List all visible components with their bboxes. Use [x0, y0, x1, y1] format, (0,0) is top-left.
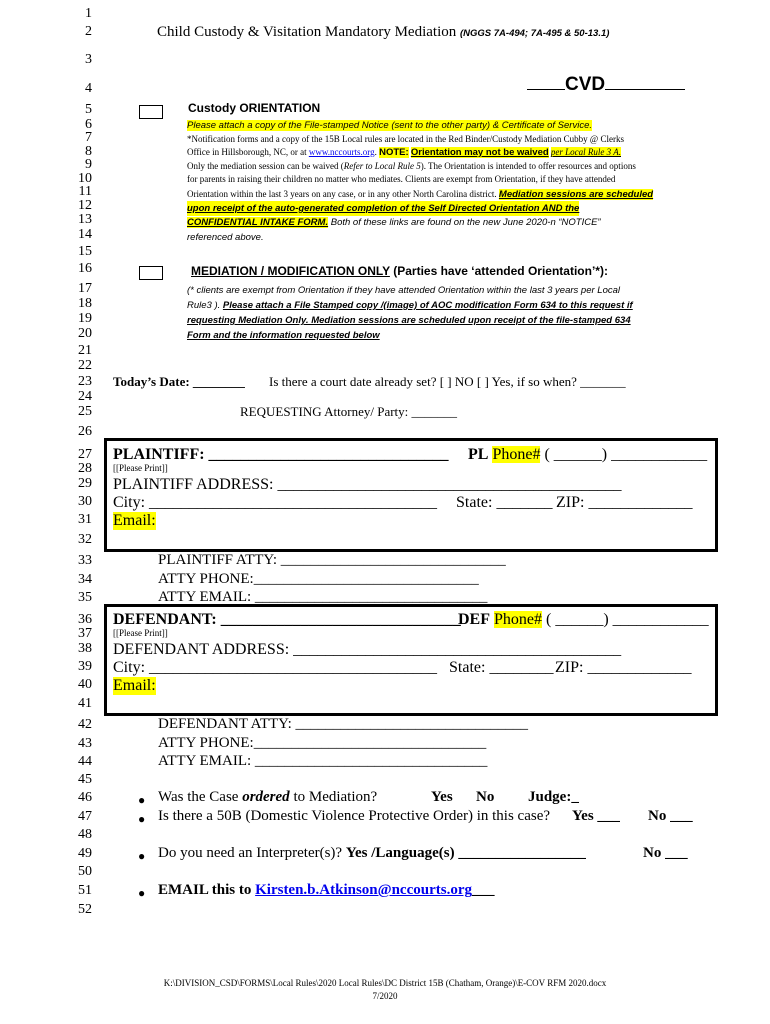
line-number: 42: [78, 717, 92, 732]
plaintiff-phone-prefix: PL: [468, 446, 489, 463]
judge-field[interactable]: Judge:_: [528, 789, 579, 805]
mediation-attach-line: [187, 298, 633, 313]
line-number: 43: [78, 736, 92, 751]
defendant-email-field[interactable]: Email:: [113, 677, 156, 694]
line-number: 37: [78, 626, 92, 641]
court-date-question[interactable]: [269, 374, 626, 390]
defendant-phone-prefix: DEF: [458, 611, 490, 628]
waiver-rule: Refer to Local Rule 5: [343, 161, 421, 171]
nccourts-link[interactable]: www.nccourts.org: [308, 147, 375, 157]
defendant-atty-phone-field[interactable]: ATTY PHONE:_______________________________: [158, 735, 487, 751]
waiver-pre: Only the mediation session can be waived (: [187, 161, 344, 171]
line-number: 45: [78, 772, 92, 787]
plaintiff-state-field[interactable]: State: _______: [456, 494, 553, 511]
interpreter-text: Do you need an Interpreter(s)?: [158, 845, 343, 861]
referenced-above: referenced above.: [187, 232, 264, 243]
50b-question: Is there a 50B (Domestic Violence Protective Order) in this case?: [158, 808, 551, 824]
bullet-icon: ●: [138, 812, 146, 826]
todays-date-field[interactable]: Today’s Date: ________: [113, 374, 245, 389]
ordered-question: [158, 789, 377, 806]
ordered-emphasis: ordered: [242, 789, 290, 805]
line-number: 18: [78, 296, 92, 311]
line-number: 34: [78, 572, 92, 587]
plaintiff-email-field[interactable]: Email:: [113, 512, 156, 529]
cvd-number-blank[interactable]: [605, 89, 685, 90]
ordered-post: to Mediation?: [289, 789, 378, 805]
office-text: Office in Hillsborough, NC, or at: [187, 147, 309, 157]
line-number: 29: [78, 476, 92, 491]
defendant-address-field[interactable]: DEFENDANT ADDRESS: _________________________________________: [113, 641, 622, 658]
waiver-post: ). The Orientation is intended to offer resources and options: [420, 161, 636, 171]
defendant-atty-email-field[interactable]: ATTY EMAIL: _______________________________: [158, 753, 488, 769]
cvd-label: CVD: [565, 74, 606, 95]
auto-generated-line: upon receipt of the auto-generated completion of the Self Directed Orientation AND the: [187, 203, 580, 214]
cvd-field[interactable]: [527, 74, 685, 96]
orientation-instruction-text: Please attach a copy of the File-stamped Notice (sent to the other party) & Certificate of Service.: [187, 120, 592, 131]
mediation-attach-text: Please attach a File Stamped copy /(image) of AOC modification Form 634 to this request if: [222, 300, 633, 311]
email-instruction-text: EMAIL this to: [158, 882, 256, 898]
court-date-text[interactable]: Is there a court date already set? [ ] NO [ ] Yes, if so when? _______: [269, 374, 626, 389]
line-number: 19: [78, 311, 92, 326]
mediation-exempt-line: (* clients are exempt from Orientation if they have attended Orientation within the last 3 years per Local: [187, 285, 621, 296]
note-text: Orientation may not be waived: [410, 147, 549, 158]
orientation-heading: Custody ORIENTATION: [188, 101, 321, 115]
line-number: 48: [78, 827, 92, 842]
plaintiff-address-field[interactable]: PLAINTIFF ADDRESS: ___________________________________________: [113, 476, 622, 493]
line-number: 38: [78, 641, 92, 656]
ordered-no-option[interactable]: No: [476, 789, 495, 805]
line-number: 22: [78, 358, 92, 373]
defendant-city-field[interactable]: City: ____________________________________: [113, 659, 438, 676]
ordered-pre: Was the Case: [158, 789, 243, 805]
defendant-phone-blank[interactable]: ( ______) ____________: [542, 611, 709, 628]
requesting-party-field[interactable]: REQUESTING Attorney/ Party: _______: [240, 404, 458, 419]
mediation-requesting-line: requesting Mediation Only. Mediation sessions are scheduled upon receipt of the file-stamped 634: [187, 315, 631, 326]
line-number: 31: [78, 512, 92, 527]
line-number: 10: [78, 171, 92, 186]
email-blank: ___: [472, 882, 495, 898]
line-number: 49: [78, 846, 92, 861]
note-rule: per Local Rule 3 A.: [550, 147, 621, 157]
line-number: 16: [78, 261, 92, 276]
defendant-print-note: [[Please Print]]: [113, 628, 168, 638]
line-number: 36: [78, 612, 92, 627]
line-number: 27: [78, 447, 92, 462]
bullet-icon: ●: [138, 886, 146, 900]
line-number: 3: [85, 52, 92, 67]
plaintiff-atty-field[interactable]: PLAINTIFF ATTY: ______________________________: [158, 552, 506, 568]
line-number: 39: [78, 659, 92, 674]
line-number: 25: [78, 404, 92, 419]
plaintiff-city-field[interactable]: City: ____________________________________: [113, 494, 438, 511]
line-number: 4: [85, 81, 92, 96]
custody-orientation-checkbox[interactable]: [139, 105, 163, 119]
mediation-form-line: Form and the information requested below: [187, 330, 380, 341]
line-number: 47: [78, 809, 92, 824]
line-number: 14: [78, 227, 92, 242]
line-number: 32: [78, 532, 92, 547]
line-number: 17: [78, 281, 92, 296]
exempt-text: Orientation within the last 3 years on any case, or in any other North Carolina district.: [187, 189, 499, 199]
line-number: 11: [78, 184, 92, 199]
form-title: [157, 24, 609, 41]
line-number: 51: [78, 883, 92, 898]
line-number: 5: [85, 102, 92, 117]
line-number: 52: [78, 902, 92, 917]
intake-form-label: CONFIDENTIAL INTAKE FORM.: [187, 217, 329, 228]
line-number: 28: [78, 461, 92, 476]
line-number: 44: [78, 754, 92, 769]
plaintiff-atty-email-field[interactable]: ATTY EMAIL: _______________________________: [158, 589, 488, 605]
orientation-notification: *Notification forms and a copy of the 15B Local rules are located in the Red Binder/Custody Mediation Cubby @ Clerks: [187, 134, 624, 144]
defendant-atty-field[interactable]: DEFENDANT ATTY: _______________________________: [158, 716, 529, 732]
plaintiff-name-field[interactable]: PLAINTIFF: ______________________________: [113, 446, 449, 463]
line-number: 6: [85, 117, 92, 132]
plaintiff-phone-field[interactable]: [468, 446, 707, 464]
line-number: 2: [85, 24, 92, 39]
defendant-name-field[interactable]: DEFENDANT: ______________________________: [113, 611, 461, 628]
intake-form-text: Both of these links are found on the new June 2020-n “NOTICE”: [328, 217, 601, 228]
defendant-state-field[interactable]: State: ________: [449, 659, 554, 676]
mediation-heading: [191, 264, 608, 278]
line-number: 33: [78, 553, 92, 568]
office-dot: .: [374, 147, 380, 157]
line-number: 50: [78, 864, 92, 879]
waiver-line: [187, 160, 636, 174]
line-number: 35: [78, 590, 92, 605]
mediation-only-checkbox[interactable]: [139, 266, 163, 280]
bullet-icon: ●: [138, 849, 146, 863]
line-number: 12: [78, 198, 92, 213]
email-link[interactable]: Kirsten.b.Atkinson@nccourts.org: [255, 882, 472, 898]
line-number: 13: [78, 212, 92, 227]
line-number: 24: [78, 389, 92, 404]
bullet-icon: ●: [138, 793, 146, 807]
statute-reference: (NGGS 7A-494; 7A-495 & 50-13.1): [459, 28, 610, 39]
sessions-scheduled: Mediation sessions are scheduled: [498, 189, 654, 200]
line-number: 15: [78, 244, 92, 259]
form-title-text: Child Custody & Visitation Mandatory Mediation: [157, 24, 457, 40]
line-number: 23: [78, 374, 92, 389]
defendant-phone-label: Phone#: [494, 611, 542, 628]
mediation-heading-paren: (Parties have ‘attended Orientation’*):: [393, 264, 608, 278]
line-number: 40: [78, 677, 92, 692]
line-number: 21: [78, 343, 92, 358]
resources-line: for parents in raising their children no matter who mediates. Clients are exempt from Orientation, if they have attended: [187, 174, 616, 184]
plaintiff-atty-phone-field[interactable]: ATTY PHONE:______________________________: [158, 571, 479, 587]
note-label: NOTE:: [379, 147, 409, 158]
email-instruction: [158, 882, 495, 899]
50b-yes-option[interactable]: Yes ___: [572, 808, 620, 824]
line-number: 41: [78, 696, 92, 711]
line-number: 46: [78, 790, 92, 805]
line-number: 7: [85, 130, 92, 145]
mediation-rule3: Rule3 ).: [187, 300, 223, 311]
mediation-heading-text: MEDIATION / MODIFICATION ONLY: [191, 264, 390, 278]
line-number: 1: [85, 6, 92, 21]
cvd-prefix-blank[interactable]: [527, 89, 565, 90]
exempt-line: [187, 187, 653, 202]
orientation-office-line: [187, 146, 621, 160]
plaintiff-zip-field[interactable]: ZIP: _____________: [556, 494, 693, 511]
line-number: 9: [85, 157, 92, 172]
interpreter-yes-option[interactable]: Yes /Language(s) _________________: [345, 845, 586, 861]
50b-no-option[interactable]: No ___: [648, 808, 693, 824]
line-number: 26: [78, 424, 92, 439]
line-number: 8: [85, 144, 92, 159]
plaintiff-print-note: [[Please Print]]: [113, 463, 168, 473]
footer-date: 7/2020: [372, 991, 398, 1001]
orientation-instruction: [187, 118, 592, 133]
ordered-yes-option[interactable]: Yes: [431, 789, 453, 805]
plaintiff-phone-label: Phone#: [492, 446, 541, 463]
line-number: 20: [78, 326, 92, 341]
defendant-zip-field[interactable]: ZIP: _____________: [555, 659, 692, 676]
plaintiff-phone-blank[interactable]: ( ______) ____________: [540, 446, 708, 463]
interpreter-question: [158, 845, 586, 862]
defendant-phone-field[interactable]: [458, 611, 709, 629]
line-number: 30: [78, 494, 92, 509]
intake-form-line: [187, 215, 601, 230]
footer-path: K:\DIVISION_CSD\FORMS\Local Rules\2020 Local Rules\DC District 15B (Chatham, Orange)\E-COV RFM 2020.docx: [163, 978, 607, 988]
interpreter-no-option[interactable]: No ___: [643, 845, 688, 861]
